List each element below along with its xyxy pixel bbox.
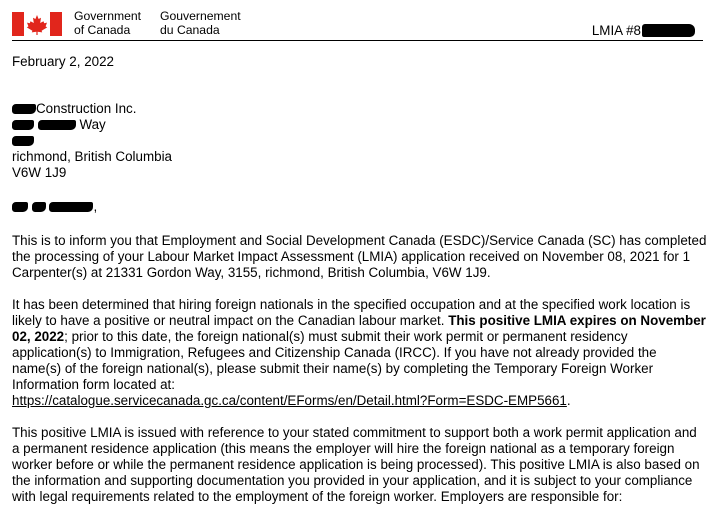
lmia-number — [592, 23, 695, 38]
redaction-mark — [12, 202, 28, 212]
header-divider — [12, 40, 703, 41]
address-street: Way — [12, 117, 707, 133]
paragraph-employer-commitment: This positive LMIA is issued with reference to your stated commitment to support both a work permit application and a permanent residence application (this means the employer will hire the foreign national as a temporary foreign worker before or while the permanent residence application is being processed). This positive LMIA is also based on the information and supporting documentation you provided in your application, and it is subject to your compliance with legal requirements related to the employment of the foreign worker. Employers are responsible for: — [12, 425, 700, 504]
redaction-mark — [38, 120, 76, 130]
letter-date: February 2, 2022 — [12, 54, 114, 69]
canada-flag-icon — [12, 12, 62, 36]
paragraph-lmia-determination: It has been determined that hiring foreign nationals in the specified occupation and at the specified work location is likely to have a positive or neutral impact on the Canadian labour market. This positive LMIA expires on November 02, 2022; prior to this date, the foreign national(s) must submit their work permit or permanent residency application(s) to Immigration, Refugees and Citizenship Canada (IRCC). If you have not already provided the name(s) of the foreign national(s), please submit their name(s) by completing the Temporary Foreign Worker Information form located at: https://catalogue.servicecanada.gc.ca/content/EForms/en/Detail.html?Form=ESDC-EMP5661. — [12, 297, 706, 408]
redaction-mark — [49, 202, 93, 212]
address-unit — [12, 133, 707, 149]
letter-body — [12, 54, 707, 521]
tfw-form-link[interactable]: https://catalogue.servicecanada.gc.ca/content/EForms/en/Detail.html?Form=ESDC-EMP5661 — [12, 393, 567, 408]
redaction-mark — [12, 104, 36, 114]
redaction-mark — [12, 120, 34, 130]
government-of-canada-wordmark — [74, 10, 141, 37]
address-company: Construction Inc. — [12, 101, 707, 117]
lmia-expiry-statement: This positive LMIA expires on November 02, 2022 — [12, 313, 706, 344]
salutation: , — [12, 199, 707, 215]
gouvernement-du-canada-wordmark — [160, 10, 241, 37]
recipient-address — [12, 101, 707, 181]
redaction-mark — [12, 136, 34, 146]
address-postal: V6W 1J9 — [12, 165, 67, 180]
wordmark-fr-line1: Gouvernement — [160, 9, 241, 23]
letterhead — [12, 8, 703, 40]
lmia-number-prefix: LMIA #8 — [591, 23, 641, 38]
wordmark-en-line1: Government — [74, 9, 142, 23]
wordmark-fr-line2: du Canada — [160, 22, 220, 37]
wordmark-en-line2: of Canada — [74, 22, 131, 37]
redaction-mark — [32, 202, 46, 212]
address-city: richmond, British Columbia — [12, 149, 173, 164]
redaction-mark — [642, 24, 695, 37]
paragraph-processing-notice: This is to inform you that Employment and Social Development Canada (ESDC)/Service Canada (SC) has completed the processing of your Labour Market Impact Assessment (LMIA) application received on November 08, 2021 for 1 Carpenter(s) at 21331 Gordon Way, 3155, richmond, British Columbia, V6W 1J9. — [12, 233, 707, 280]
